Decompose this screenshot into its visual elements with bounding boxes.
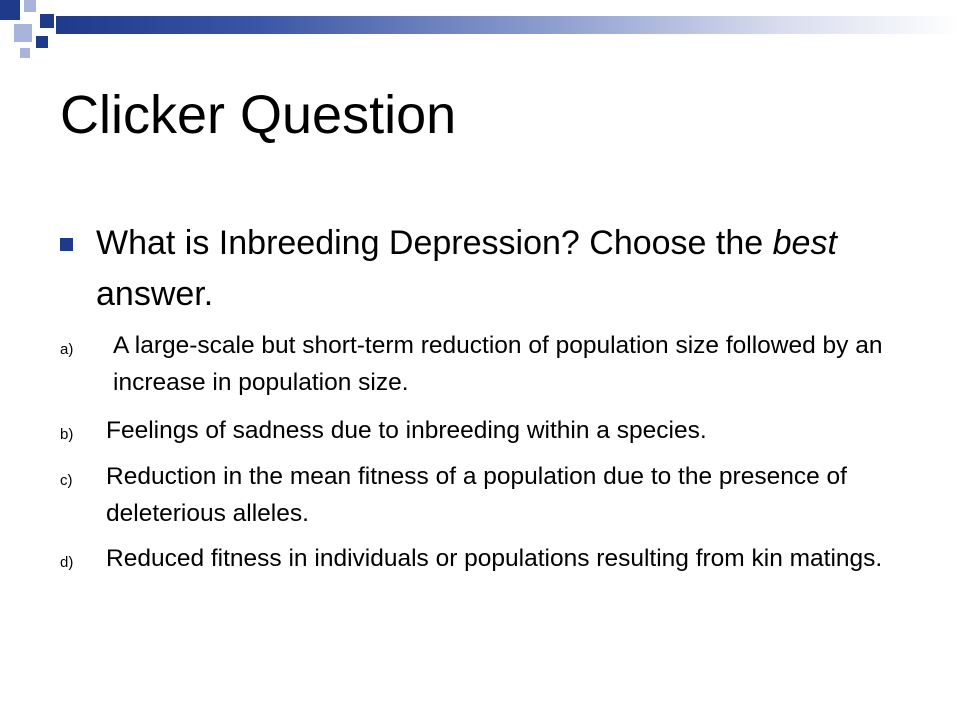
square-decoration xyxy=(40,14,54,28)
square-decoration xyxy=(24,0,36,12)
question-text xyxy=(96,218,916,320)
answer-text: Reduced fitness in individuals or populations resulting from kin matings. xyxy=(106,545,883,572)
question-prefix: What is Inbreeding Depression? Choose the xyxy=(96,224,773,262)
answer-letter: c) xyxy=(60,472,73,489)
answer-text: Feelings of sadness due to inbreeding within a species. xyxy=(106,417,707,444)
square-decoration xyxy=(20,48,30,58)
answer-text: A large-scale but short-term reduction of population size followed by an increase in population size. xyxy=(113,332,883,396)
square-decoration xyxy=(14,24,32,42)
question-emphasis: best xyxy=(772,224,837,262)
square-bullet-icon xyxy=(60,238,73,251)
square-decoration xyxy=(0,0,20,20)
slide-title: Clicker Question xyxy=(60,85,457,145)
answer-text: Reduction in the mean fitness of a population due to the presence of deleterious alleles. xyxy=(106,463,847,527)
header-gradient-bar xyxy=(56,16,960,34)
question-suffix: answer. xyxy=(96,275,214,313)
answer-letter: b) xyxy=(60,426,74,443)
answer-letter: d) xyxy=(60,554,74,571)
square-decoration xyxy=(36,36,48,48)
answer-letter: a) xyxy=(60,341,74,358)
